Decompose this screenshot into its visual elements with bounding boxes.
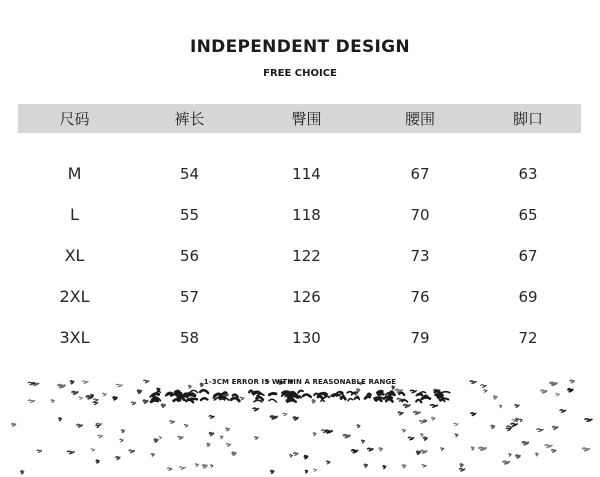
waist-cell: 67 bbox=[410, 164, 430, 183]
hip-cell: 114 bbox=[292, 164, 321, 183]
table-row bbox=[18, 276, 581, 317]
leg-opening-cell: 69 bbox=[518, 287, 538, 306]
table-header-row bbox=[18, 104, 581, 133]
size-cell: 3XL bbox=[59, 328, 90, 347]
pants-length-cell: 58 bbox=[179, 328, 200, 347]
scribble-noise-graphic bbox=[0, 370, 600, 477]
column-header-size: 尺码 bbox=[59, 110, 90, 128]
waist-cell: 76 bbox=[410, 287, 430, 306]
hip-cell: 118 bbox=[292, 205, 321, 224]
page-title: INDEPENDENT DESIGN bbox=[190, 37, 410, 57]
size-table bbox=[18, 104, 581, 358]
page-subtitle: FREE CHOICE bbox=[263, 68, 337, 79]
leg-opening-cell: 67 bbox=[518, 246, 538, 265]
column-header-leg-opening: 脚口 bbox=[512, 110, 543, 128]
size-cell: M bbox=[67, 164, 82, 183]
leg-opening-cell: 72 bbox=[518, 328, 538, 347]
column-header-hip: 臀围 bbox=[291, 110, 322, 128]
waist-cell: 79 bbox=[410, 328, 430, 347]
column-header-waist: 腰围 bbox=[404, 110, 435, 128]
hip-cell: 126 bbox=[292, 287, 321, 306]
table-row bbox=[18, 194, 581, 235]
pants-length-cell: 55 bbox=[179, 205, 200, 224]
size-cell: L bbox=[70, 205, 79, 224]
hip-cell: 122 bbox=[292, 246, 321, 265]
pants-length-cell: 54 bbox=[179, 164, 200, 183]
table-row bbox=[18, 235, 581, 276]
waist-cell: 70 bbox=[410, 205, 430, 224]
column-header-pants-length: 裤长 bbox=[174, 110, 205, 128]
leg-opening-cell: 63 bbox=[518, 164, 538, 183]
pants-length-cell: 56 bbox=[179, 246, 200, 265]
error-note: 1-3CM ERROR IS WITHIN A REASONABLE RANGE bbox=[203, 378, 397, 386]
table-row bbox=[18, 153, 581, 194]
table-row bbox=[18, 317, 581, 358]
size-cell: XL bbox=[64, 246, 85, 265]
waist-cell: 73 bbox=[410, 246, 430, 265]
pants-length-cell: 57 bbox=[179, 287, 200, 306]
size-cell: 2XL bbox=[59, 287, 90, 306]
leg-opening-cell: 65 bbox=[518, 205, 538, 224]
hip-cell: 130 bbox=[292, 328, 321, 347]
